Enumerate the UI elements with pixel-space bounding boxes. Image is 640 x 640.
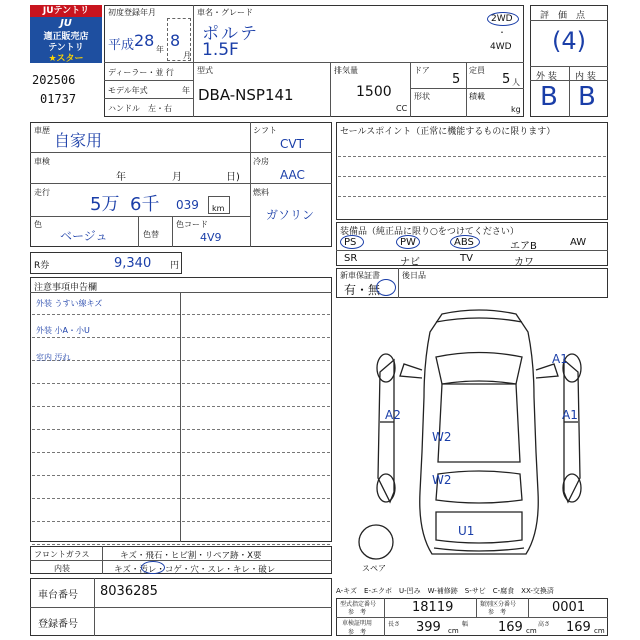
glass-text: キズ・飛石・ヒビ割・リペア跡・X要 [120, 551, 262, 561]
car-roof [438, 384, 520, 462]
capacity-label: 定員 [469, 66, 485, 75]
width-label: 幅 [462, 621, 469, 628]
color-change-label: 色替 [143, 230, 159, 239]
logo-brand: JUテントリ [30, 5, 102, 17]
logo-star-line2: ★スター [48, 54, 84, 64]
car-diagram [350, 302, 608, 582]
width-unit: cm [526, 627, 537, 635]
mileage-rest: 039 [176, 198, 199, 212]
notes-frame [30, 277, 332, 542]
equipment-item: ABS [454, 237, 474, 248]
height-value: 169 [566, 620, 591, 635]
mark-w2-front: W2 [432, 430, 452, 444]
category-value: 0001 [552, 600, 586, 615]
inspection-label: 車検 [34, 157, 50, 166]
logo-shop: 適正販売店 [43, 32, 89, 42]
doors-value: 5 [452, 72, 461, 87]
mileage-sen: 6千 [130, 194, 160, 215]
note-line: 室内 汚れ [36, 353, 71, 362]
dealer-logo [30, 5, 102, 65]
interior-text: キズ・汚レ・コゲ・穴・スレ・キレ・破レ [114, 565, 276, 575]
warranty-label: 新車保証書 [340, 271, 380, 280]
mark-a2-left: A2 [385, 408, 401, 422]
car-windshield [436, 353, 522, 385]
equipment-label: 装備品（純正品に限り○をつけてください） [340, 227, 519, 237]
equipment-item: エアB [510, 241, 537, 252]
registration-label: 登録番号 [38, 619, 78, 630]
height-label: 高さ [538, 621, 551, 628]
dims-header: 車検証明用 [342, 620, 373, 627]
equipment-item: PS [344, 237, 357, 248]
length-label: 長さ [388, 621, 401, 628]
shift-value: CVT [280, 137, 304, 151]
inspection-year: 年 [116, 172, 126, 183]
fuel-label: 燃料 [253, 188, 269, 197]
aircon-label: 冷房 [253, 157, 269, 166]
usage-value: 自家用 [54, 131, 103, 150]
equipment-item: ナビ [400, 257, 420, 268]
mark-u1: U1 [458, 524, 475, 538]
width-value: 169 [498, 620, 523, 635]
score-label: 評 価 点 [540, 11, 586, 21]
mark-a1-right: A1 [562, 408, 578, 422]
designation-value: 18119 [412, 600, 454, 615]
color-label: 色 [34, 220, 42, 229]
equipment-item: PW [400, 237, 416, 248]
glass-label: フロントガラス [34, 550, 90, 559]
inspection-day: 日) [226, 172, 240, 183]
aircon-value: AAC [280, 168, 305, 182]
mark-w2-rear: W2 [432, 473, 452, 487]
logo-star-line1: テントリ [48, 43, 84, 53]
car-tailgate [436, 512, 522, 543]
equipment-item: AW [570, 237, 587, 248]
doors-label: ドア [414, 66, 430, 75]
load-label: 積載 [469, 92, 485, 101]
car-right-side [564, 360, 580, 502]
equipment-item: カワ [514, 257, 534, 268]
ext-grade: B [540, 82, 558, 112]
note-line: 外装 小A・小U [36, 326, 90, 335]
reg-label: 初度登録年月 [108, 8, 156, 17]
lot-number-line2: 01737 [40, 92, 77, 106]
int-grade-label: 内 装 [575, 72, 596, 82]
capacity-value: 5 [502, 72, 511, 87]
equipment-circle [450, 235, 480, 249]
reg-year: 28 [134, 31, 155, 50]
reg-month: 8 [170, 31, 181, 50]
mileage-man: 5万 [90, 194, 120, 215]
spare-label: スペア [362, 564, 386, 573]
name-label: 車名・グレード [197, 8, 253, 17]
warranty-circle [376, 279, 396, 296]
reg-year-unit: 年 [156, 45, 164, 54]
usage-label: 車歴 [34, 126, 50, 135]
interior-label: 内装 [54, 564, 70, 573]
color-code-label: 色コード [176, 220, 208, 229]
warranty-value: 有・無 [344, 283, 381, 297]
displacement-label: 排気量 [334, 66, 358, 75]
length-value: 399 [416, 620, 441, 635]
car-rear-bumper [434, 548, 524, 551]
car-left-side [378, 360, 394, 502]
car-mirror-left [400, 364, 422, 378]
reg-era: 平成 [108, 38, 135, 53]
drive-4wd: 4WD [490, 42, 512, 52]
recycle-frame [30, 252, 182, 274]
category-label: 類別区分番号 [480, 601, 517, 608]
recycle-unit: 円 [170, 261, 180, 271]
mileage-label: 走行 [34, 188, 50, 197]
spare-tire [359, 525, 393, 559]
equipment-item: SR [344, 253, 358, 264]
capacity-unit: 人 [512, 78, 520, 87]
chassis-label: 車台番号 [38, 590, 78, 601]
car-mirror-right [536, 364, 558, 378]
wheel-rear-left [377, 474, 395, 502]
car-grade: 1.5F [202, 40, 239, 60]
shift-label: シフト [253, 126, 277, 135]
lot-number-line1: 202506 [32, 73, 76, 87]
color-code: 4V9 [200, 231, 222, 244]
category-sub: 参 考 [488, 609, 507, 616]
int-grade: B [578, 82, 596, 112]
score-value: (4) [552, 27, 586, 55]
interior-dirt-circle [141, 561, 165, 574]
inspection-month: 月 [172, 172, 182, 183]
model-year-unit: 年 [182, 86, 190, 95]
sales-point-label: セールスポイント（正常に機能するものに限ります） [340, 127, 556, 137]
dims-sub: 参 考 [348, 629, 367, 636]
equipment-circle [340, 235, 364, 249]
color-value: ベージュ [60, 229, 108, 243]
damage-legend: A-キズ E-エクボ U-凹み W-補修跡 S-サビ C-腐食 XX-交換済 [336, 587, 554, 595]
ext-grade-label: 外 装 [536, 72, 557, 82]
dealer-label: ディーラー・並 行 [108, 68, 174, 77]
equipment-circle [396, 235, 420, 249]
length-unit: cm [448, 627, 459, 635]
fuel-value: ガソリン [266, 208, 315, 222]
designation-sub: 参 考 [348, 609, 367, 616]
displacement-value: 1500 [356, 84, 392, 100]
chassis-value: 8036285 [100, 584, 158, 599]
handle-label: ハンドル 左・右 [108, 104, 172, 113]
type-label: 型式 [197, 66, 213, 75]
car-model: ポルテ [202, 24, 259, 44]
drive-2wd: 2WD [491, 14, 513, 24]
shape-label: 形状 [414, 92, 430, 101]
height-unit: cm [594, 627, 605, 635]
recycle-value: 9,340 [114, 256, 152, 271]
logo-ju: JU [60, 18, 72, 29]
drive-dot: ・ [498, 28, 506, 37]
notes-label: 注意事項申告欄 [34, 283, 98, 293]
recycle-label: R券 [34, 261, 50, 271]
note-line: 外装 うすい線キズ [36, 299, 103, 308]
later-label: 後日品 [402, 271, 426, 280]
wheel-front-left [377, 354, 395, 382]
mileage-unit: km [212, 204, 225, 213]
model-year-label: モデル年式 [108, 86, 148, 95]
car-front-bumper [436, 318, 522, 322]
type-value: DBA-NSP141 [198, 86, 294, 104]
month-box [167, 18, 191, 61]
wheel-rear-right [563, 474, 581, 502]
equipment-item: TV [460, 253, 473, 264]
designation-label: 型式指定番号 [340, 601, 377, 608]
load-unit: kg [511, 105, 521, 114]
logo-body [30, 17, 102, 63]
displacement-unit: CC [396, 104, 408, 113]
reg-month-unit: 月 [183, 51, 191, 60]
mark-a1-front: A1 [552, 352, 568, 366]
